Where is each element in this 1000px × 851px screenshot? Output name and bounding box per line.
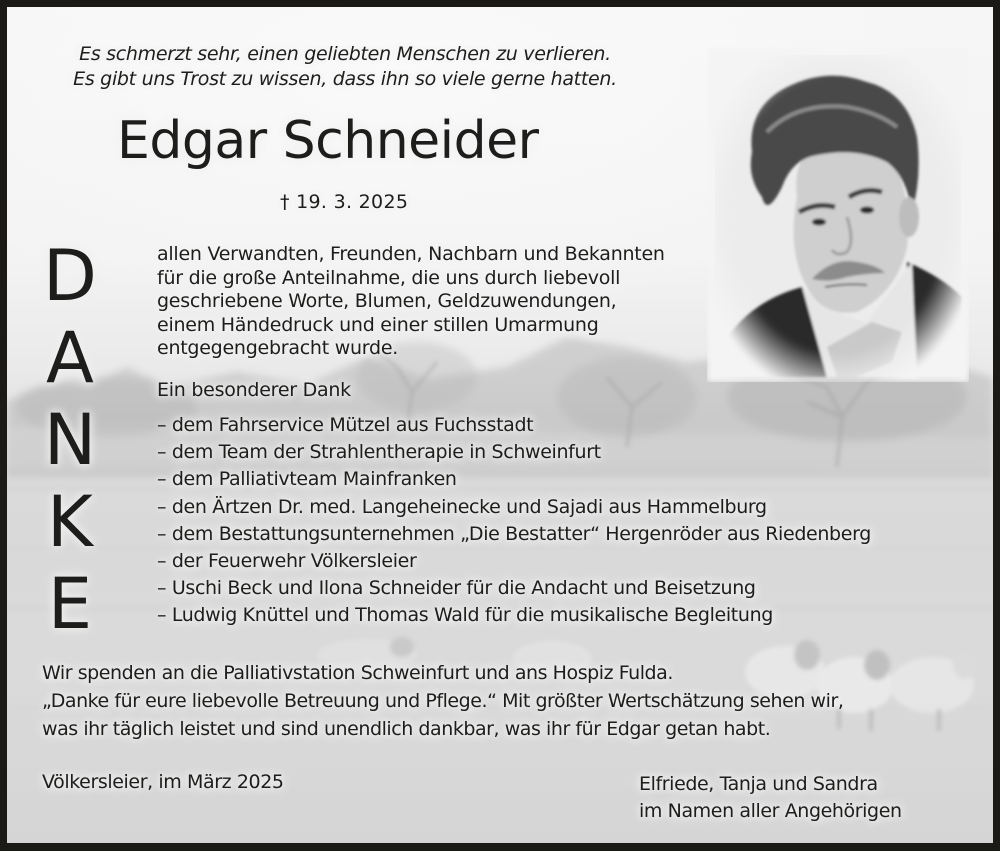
deceased-name: Edgar Schneider [117,111,539,171]
special-thanks-list [157,412,871,630]
signers [639,771,902,825]
quote-line-2: Es gibt uns Trost zu wissen, dass ihn so viele gerne hatten. [73,68,617,90]
thanks-line: für die große Anteilnahme, die uns durch liebevoll [157,266,621,289]
portrait-photo [707,47,969,382]
donation-paragraph [42,659,843,743]
danke-letter: N [43,399,97,481]
special-thanks-title: Ein besonderer Dank [157,379,351,401]
donation-line: „Danke für eure liebevolle Betreuung und Pflege.“ Mit größter Wertschätzung sehen wir, [42,690,844,712]
thanks-line: einem Händedruck und einer stillen Umarmung [157,313,599,336]
donation-line: Wir spenden an die Palliativstation Schweinfurt und ans Hospiz Fulda. [42,662,673,684]
signer-line: im Namen aller Angehörigen [639,800,902,822]
quote-line-1: Es schmerzt sehr, einen geliebten Menschen zu verlieren. [79,43,611,65]
list-item: – dem Team der Strahlentherapie in Schweinfurt [157,441,601,464]
list-item: – den Ärtzen Dr. med. Langeheinecke und Sajadi aus Hammelburg [157,495,767,518]
list-item: – Ludwig Knüttel und Thomas Wald für die musikalische Begleitung [157,604,773,627]
thanks-line: entgegengebracht wurde. [157,337,399,359]
obituary-notice [7,7,993,843]
list-item: – dem Bestattungsunternehmen „Die Bestatter“ Hergenröder aus Riedenberg [157,522,871,545]
danke-letter: K [47,481,93,563]
danke-letter: E [47,563,93,645]
list-item: – dem Fahrservice Mützel aus Fuchsstadt [157,414,534,436]
thanks-line: geschriebene Worte, Blumen, Geldzuwendungen, [157,290,617,312]
list-item: – dem Palliativteam Mainfranken [157,468,457,491]
list-item: – Uschi Beck und Ilona Schneider für die Andacht und Beisetzung [157,577,756,600]
donation-line: was ihr täglich leistet und sind unendlich dankbar, was ihr für Edgar getan habt. [42,718,771,740]
death-date: † 19. 3. 2025 [280,191,409,213]
danke-letter: D [43,235,97,317]
thanks-line: allen Verwandten, Freunden, Nachbarn und Bekannten [157,243,665,265]
danke-letter: A [46,317,94,399]
place-and-date: Völkersleier, im März 2025 [42,771,284,793]
thanks-paragraph [157,243,665,361]
danke-vertical-title [35,235,105,649]
signer-line: Elfriede, Tanja und Sandra [639,773,878,795]
list-item: – der Feuerwehr Völkersleier [157,549,417,572]
